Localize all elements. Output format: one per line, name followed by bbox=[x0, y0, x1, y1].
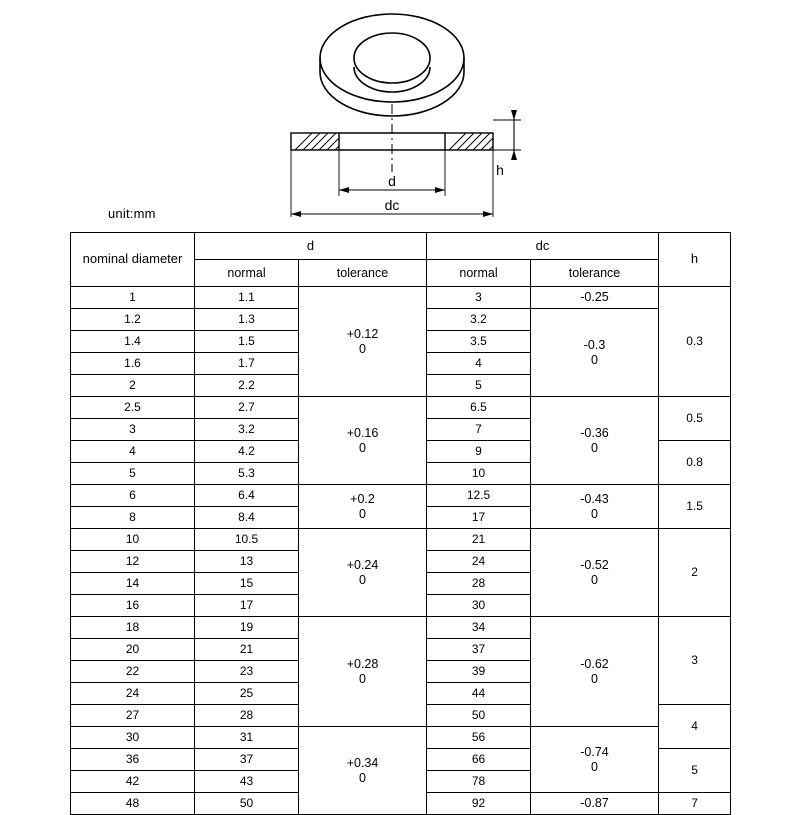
cell-d-normal: 5.3 bbox=[195, 463, 299, 485]
cell-nominal-diameter: 2.5 bbox=[71, 397, 195, 419]
cell-nominal-diameter: 42 bbox=[71, 771, 195, 793]
cell-dc-normal: 66 bbox=[427, 749, 531, 771]
cell-dc-tolerance: -0.3 0 bbox=[531, 309, 659, 397]
header-d-tolerance: tolerance bbox=[299, 260, 427, 287]
cell-dc-normal: 6.5 bbox=[427, 397, 531, 419]
cell-d-normal: 50 bbox=[195, 793, 299, 815]
table-row bbox=[71, 485, 731, 507]
cell-h: 1.5 bbox=[659, 485, 731, 529]
cell-nominal-diameter: 6 bbox=[71, 485, 195, 507]
dimension-d-label: d bbox=[388, 173, 396, 189]
washer-inner-bore-arc bbox=[354, 67, 430, 92]
cell-d-tolerance: +0.12 0 bbox=[299, 287, 427, 397]
cell-d-tolerance: +0.16 0 bbox=[299, 397, 427, 485]
cell-dc-normal: 28 bbox=[427, 573, 531, 595]
cell-nominal-diameter: 1.2 bbox=[71, 309, 195, 331]
cell-h: 0.3 bbox=[659, 287, 731, 397]
cell-h: 7 bbox=[659, 793, 731, 815]
cell-dc-normal: 78 bbox=[427, 771, 531, 793]
cell-h: 2 bbox=[659, 529, 731, 617]
cell-d-normal: 8.4 bbox=[195, 507, 299, 529]
cell-nominal-diameter: 20 bbox=[71, 639, 195, 661]
cell-nominal-diameter: 48 bbox=[71, 793, 195, 815]
cell-dc-normal: 50 bbox=[427, 705, 531, 727]
cell-h: 3 bbox=[659, 617, 731, 705]
cell-d-normal: 31 bbox=[195, 727, 299, 749]
washer-inner-top-ellipse bbox=[354, 33, 430, 83]
cell-dc-normal: 3.2 bbox=[427, 309, 531, 331]
cell-dc-normal: 56 bbox=[427, 727, 531, 749]
cell-nominal-diameter: 36 bbox=[71, 749, 195, 771]
cell-d-normal: 25 bbox=[195, 683, 299, 705]
cell-nominal-diameter: 4 bbox=[71, 441, 195, 463]
dimension-dc-label: dc bbox=[384, 197, 400, 213]
cell-h: 5 bbox=[659, 749, 731, 793]
cell-nominal-diameter: 1.4 bbox=[71, 331, 195, 353]
table-row bbox=[71, 397, 731, 419]
cell-nominal-diameter: 2 bbox=[71, 375, 195, 397]
cell-d-normal: 6.4 bbox=[195, 485, 299, 507]
header-h: h bbox=[659, 233, 731, 287]
cell-dc-normal: 44 bbox=[427, 683, 531, 705]
cell-d-normal: 37 bbox=[195, 749, 299, 771]
cell-d-normal: 4.2 bbox=[195, 441, 299, 463]
specification-table bbox=[70, 232, 731, 815]
cell-dc-normal: 3.5 bbox=[427, 331, 531, 353]
cell-dc-normal: 5 bbox=[427, 375, 531, 397]
cell-d-tolerance: +0.24 0 bbox=[299, 529, 427, 617]
cell-dc-normal: 39 bbox=[427, 661, 531, 683]
dimension-h-label: h bbox=[496, 162, 504, 178]
cell-dc-tolerance: -0.43 0 bbox=[531, 485, 659, 529]
cell-dc-normal: 92 bbox=[427, 793, 531, 815]
unit-label: unit:mm bbox=[108, 206, 156, 221]
cell-nominal-diameter: 12 bbox=[71, 551, 195, 573]
cell-d-normal: 3.2 bbox=[195, 419, 299, 441]
cell-d-normal: 43 bbox=[195, 771, 299, 793]
cell-dc-tolerance: -0.36 0 bbox=[531, 397, 659, 485]
header-nominal-diameter: nominal diameter bbox=[71, 233, 195, 287]
cell-d-normal: 23 bbox=[195, 661, 299, 683]
cell-d-normal: 2.7 bbox=[195, 397, 299, 419]
table-row bbox=[71, 529, 731, 551]
header-dc-tolerance: tolerance bbox=[531, 260, 659, 287]
cell-dc-normal: 10 bbox=[427, 463, 531, 485]
cell-d-normal: 19 bbox=[195, 617, 299, 639]
cell-nominal-diameter: 18 bbox=[71, 617, 195, 639]
cell-nominal-diameter: 14 bbox=[71, 573, 195, 595]
cell-d-normal: 1.7 bbox=[195, 353, 299, 375]
header-dc: dc bbox=[427, 233, 659, 260]
cell-dc-tolerance: -0.25 bbox=[531, 287, 659, 309]
cell-nominal-diameter: 27 bbox=[71, 705, 195, 727]
cell-dc-normal: 9 bbox=[427, 441, 531, 463]
cell-dc-normal: 37 bbox=[427, 639, 531, 661]
cell-d-normal: 1.1 bbox=[195, 287, 299, 309]
cell-d-normal: 10.5 bbox=[195, 529, 299, 551]
cell-nominal-diameter: 1 bbox=[71, 287, 195, 309]
cell-d-normal: 28 bbox=[195, 705, 299, 727]
cell-dc-tolerance: -0.74 0 bbox=[531, 727, 659, 793]
cell-d-normal: 13 bbox=[195, 551, 299, 573]
cell-nominal-diameter: 3 bbox=[71, 419, 195, 441]
cell-nominal-diameter: 16 bbox=[71, 595, 195, 617]
cell-dc-tolerance: -0.87 bbox=[531, 793, 659, 815]
cell-nominal-diameter: 24 bbox=[71, 683, 195, 705]
cell-d-normal: 21 bbox=[195, 639, 299, 661]
cell-h: 4 bbox=[659, 705, 731, 749]
table-row bbox=[71, 287, 731, 309]
cell-d-tolerance: +0.28 0 bbox=[299, 617, 427, 727]
cell-h: 0.8 bbox=[659, 441, 731, 485]
washer-technical-drawing bbox=[0, 0, 800, 232]
cell-d-normal: 17 bbox=[195, 595, 299, 617]
cell-d-normal: 2.2 bbox=[195, 375, 299, 397]
cell-d-tolerance: +0.2 0 bbox=[299, 485, 427, 529]
table-body bbox=[71, 287, 731, 815]
cell-nominal-diameter: 5 bbox=[71, 463, 195, 485]
cell-dc-normal: 3 bbox=[427, 287, 531, 309]
table-row bbox=[71, 617, 731, 639]
cell-h: 0.5 bbox=[659, 397, 731, 441]
dimension-h bbox=[511, 110, 517, 160]
cell-d-normal: 15 bbox=[195, 573, 299, 595]
cell-d-normal: 1.3 bbox=[195, 309, 299, 331]
section-hatching bbox=[295, 133, 493, 150]
cell-nominal-diameter: 8 bbox=[71, 507, 195, 529]
table-row bbox=[71, 727, 731, 749]
washer-outer-top-ellipse bbox=[320, 14, 464, 102]
header-d: d bbox=[195, 233, 427, 260]
dimension-extension-lines bbox=[291, 120, 521, 217]
cell-d-tolerance: +0.34 0 bbox=[299, 727, 427, 815]
cell-dc-tolerance: -0.52 0 bbox=[531, 529, 659, 617]
cell-nominal-diameter: 10 bbox=[71, 529, 195, 551]
cell-nominal-diameter: 30 bbox=[71, 727, 195, 749]
header-dc-normal: normal bbox=[427, 260, 531, 287]
cell-dc-normal: 21 bbox=[427, 529, 531, 551]
cell-d-normal: 1.5 bbox=[195, 331, 299, 353]
header-row-main bbox=[71, 233, 731, 260]
cell-dc-tolerance: -0.62 0 bbox=[531, 617, 659, 727]
table-header bbox=[71, 233, 731, 287]
cell-dc-normal: 30 bbox=[427, 595, 531, 617]
header-d-normal: normal bbox=[195, 260, 299, 287]
cell-dc-normal: 7 bbox=[427, 419, 531, 441]
cell-dc-normal: 4 bbox=[427, 353, 531, 375]
cell-dc-normal: 12.5 bbox=[427, 485, 531, 507]
cell-dc-normal: 34 bbox=[427, 617, 531, 639]
cell-dc-normal: 24 bbox=[427, 551, 531, 573]
cell-dc-normal: 17 bbox=[427, 507, 531, 529]
cell-nominal-diameter: 1.6 bbox=[71, 353, 195, 375]
cell-nominal-diameter: 22 bbox=[71, 661, 195, 683]
